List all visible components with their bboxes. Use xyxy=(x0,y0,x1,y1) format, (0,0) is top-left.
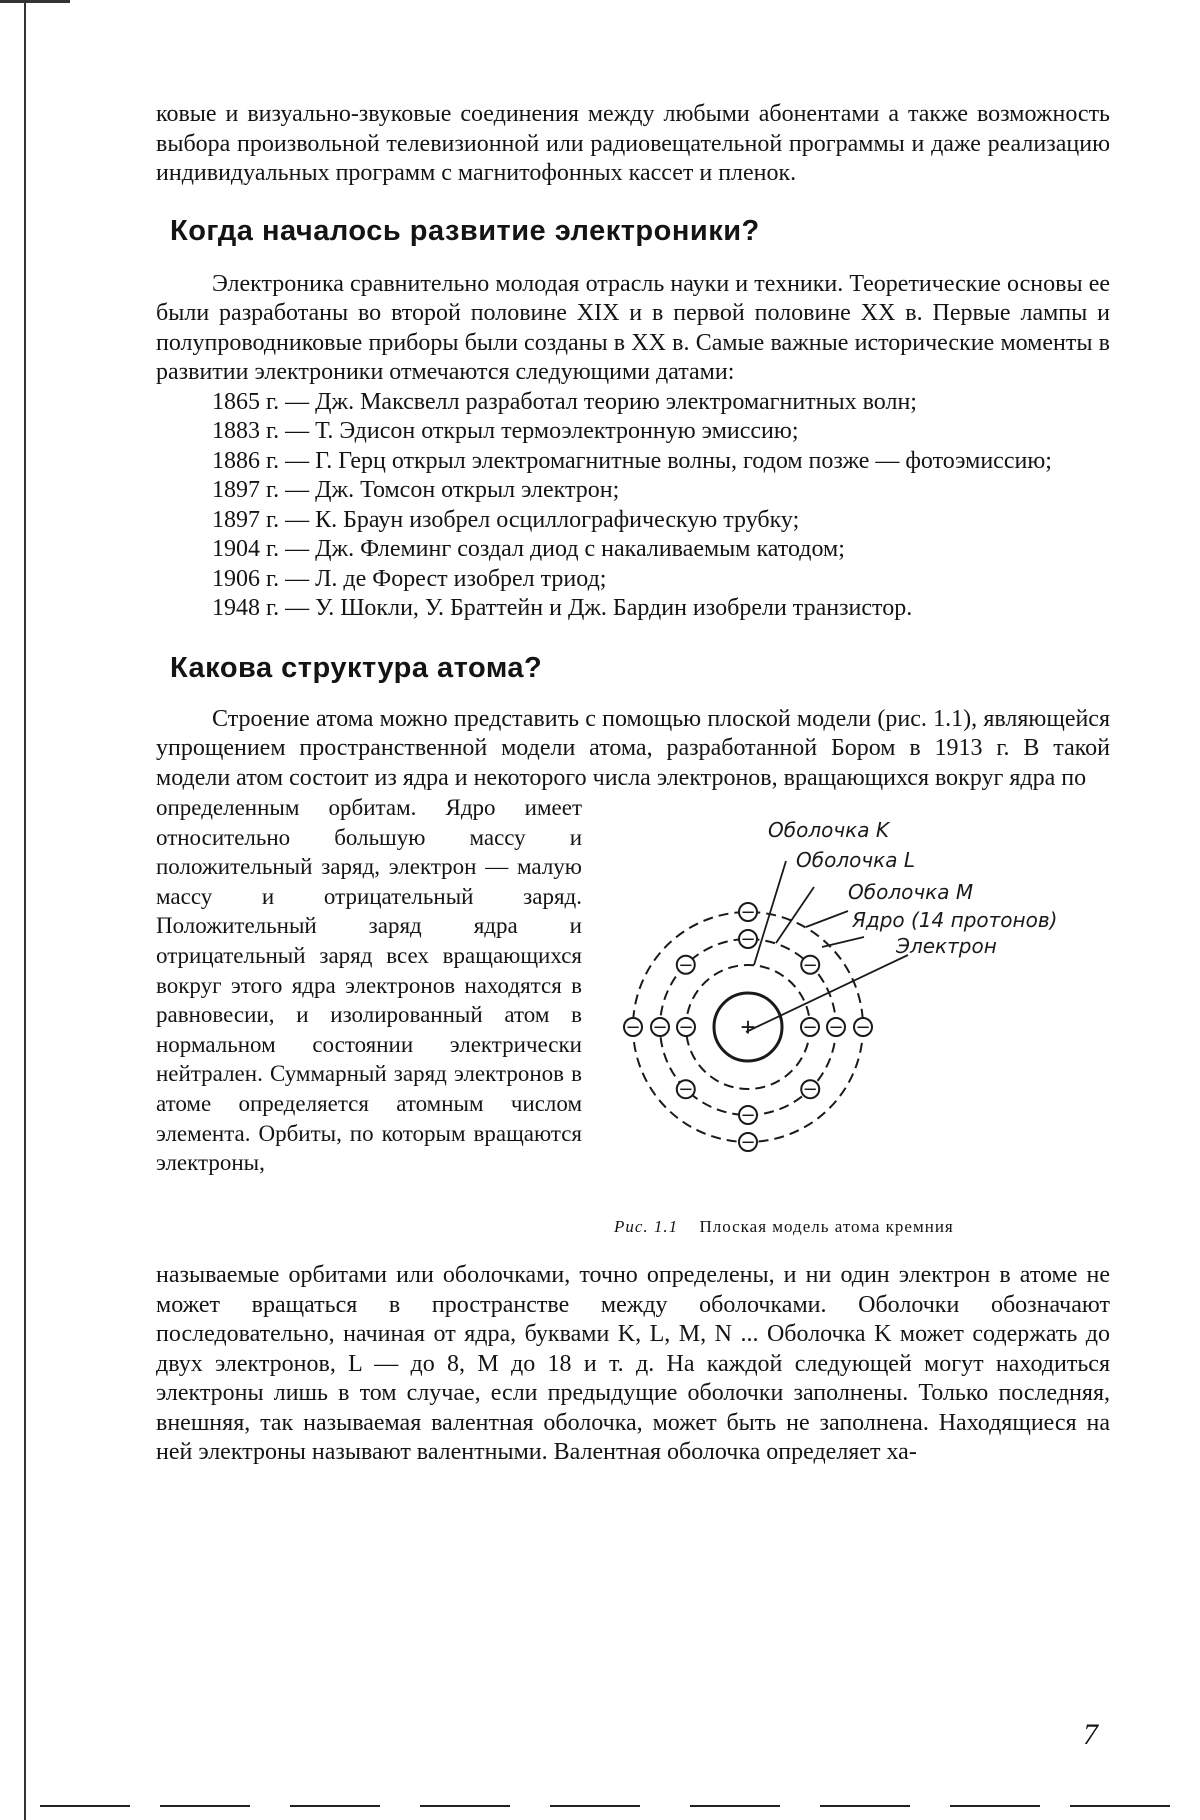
label-shell-m: Оболочка M xyxy=(848,880,974,904)
bottom-rule xyxy=(950,1805,1040,1807)
caption-text: Плоская модель атома кремния xyxy=(699,1217,954,1236)
atom-diagram xyxy=(596,789,1112,1209)
atom-paragraph-after: называемые орбитами или оболочками, точно определены, и ни один электрон в атоме не может вращаться в пространстве между оболочками. Оболочки обозначают последовательно, начиная от ядра, буквами K, L, M, N ... Оболочка K может содержать до двух электронов, L — до 8, M до 18 и т. д. На каждой следующей могут находиться электроны лишь в том случае, если предыдущие оболочки заполнены. Только последняя, внешняя, так называемая валентная оболочка, может быть не заполнена. Находящиеся на ней электроны называют валентными. Валентная оболочка определяет ха- xyxy=(156,1262,1110,1465)
electron-minus-sign: − xyxy=(678,954,694,976)
electron-k xyxy=(677,1017,695,1038)
atom-paragraph-1: Строение атома можно представить с помощью плоской модели (рис. 1.1), являющейся упрощением пространственной модели атома, разработанной Бором в 1913 г. В такой модели атом состоит из ядра и некоторого числа электронов, вращающихся вокруг ядра по xyxy=(156,705,1110,791)
section-heading-atom: Какова структура атома? xyxy=(170,651,543,684)
electron-minus-sign: − xyxy=(678,1079,694,1101)
caption-number: Рис. 1.1 xyxy=(614,1217,679,1236)
electron-l xyxy=(739,1105,757,1126)
electron-minus-sign: − xyxy=(740,929,756,950)
leader-electron xyxy=(746,955,908,1032)
date-item: 1948 г. — У. Шокли, У. Браттейн и Дж. Бардин изобрели транзистор. xyxy=(212,595,913,621)
history-paragraph: Электроника сравнительно молодая отрасль науки и техники. Теоретические основы ее были разработаны во второй половине XIX и в первой половине XX в. Первые лампы и полупроводниковые приборы были созданы в XX в. Самые важные исторические моменты в развитии электроники отмечаются следующими датами: xyxy=(156,270,1110,385)
date-item: 1886 г. — Г. Герц открыл электромагнитные волны, годом позже — фотоэмиссию; xyxy=(212,447,1052,474)
electron-minus-sign: − xyxy=(740,902,756,923)
electron-l xyxy=(677,955,695,976)
date-item: 1897 г. — К. Браун изобрел осциллографическую трубку; xyxy=(212,506,800,533)
binding-edge-top xyxy=(0,0,70,3)
date-item: 1897 г. — Дж. Томсон открыл электрон; xyxy=(212,477,620,503)
nucleus-plus-sign: + xyxy=(740,1012,756,1042)
electron-minus-sign: − xyxy=(740,1105,756,1126)
bottom-rule xyxy=(820,1805,910,1807)
electron-minus-sign: − xyxy=(678,1017,694,1038)
atom-model-figure xyxy=(596,789,1112,1209)
binding-edge xyxy=(24,0,26,1820)
electron-l xyxy=(651,1017,669,1038)
wrapped-text-column xyxy=(156,793,582,1178)
label-nucleus: Ядро (14 протонов) xyxy=(852,908,1058,932)
bottom-rule xyxy=(420,1805,510,1807)
history-dates-list xyxy=(156,388,1110,624)
label-electron: Электрон xyxy=(896,934,997,958)
label-shell-l: Оболочка L xyxy=(796,848,915,872)
electron-l xyxy=(801,1079,819,1100)
leader-shell-m xyxy=(806,911,848,927)
leader-shell-l xyxy=(776,887,814,943)
electron-minus-sign: − xyxy=(652,1017,668,1038)
bottom-rule xyxy=(1070,1805,1170,1807)
section-heading-electronics: Когда началось развитие электроники? xyxy=(170,214,760,247)
label-shell-k: Оболочка K xyxy=(768,818,889,842)
figure-caption xyxy=(614,1217,1114,1237)
bottom-rule xyxy=(290,1805,380,1807)
electron-minus-sign: − xyxy=(802,1079,818,1101)
electron-m xyxy=(739,902,757,923)
leader-nucleus xyxy=(822,937,864,947)
date-item: 1865 г. — Дж. Максвелл разработал теорию электромагнитных волн; xyxy=(212,388,917,415)
electron-l xyxy=(739,929,757,950)
electron-minus-sign: − xyxy=(802,954,818,976)
electron-l xyxy=(801,955,819,976)
electron-m xyxy=(739,1132,757,1153)
electron-minus-sign: − xyxy=(828,1017,844,1038)
page-content xyxy=(156,100,1110,1468)
bottom-rule xyxy=(40,1805,130,1807)
bottom-rule xyxy=(690,1805,780,1807)
electron-l xyxy=(827,1017,845,1038)
electron-minus-sign: − xyxy=(855,1017,871,1038)
electron-k xyxy=(801,1017,819,1038)
electron-m xyxy=(854,1017,872,1038)
atom-paragraph-wrapped: определенным орбитам. Ядро имеет относительно большую массу и положительный заряд, электрон — малую массу и отрицательный заряд. Положительный заряд ядра и отрицательный заряд всех вращающихся вокруг этого ядра электронов находятся в равновесии, и изолированный атом в нормальном состоянии электрически нейтрален. Суммарный заряд электронов в атоме определяется атомным числом элемента. Орбиты, по которым вращаются электроны, xyxy=(156,795,582,1176)
date-item: 1906 г. — Л. де Форест изобрел триод; xyxy=(212,565,607,592)
page-number: 7 xyxy=(1083,1718,1098,1751)
electron-l xyxy=(677,1079,695,1100)
electron-minus-sign: − xyxy=(625,1017,641,1038)
intro-paragraph: ковые и визуально-звуковые соединения между любыми абонентами а также возможность выбора произвольной телевизионной или радиовещательной программы и даже реализацию индивидуальных программ с магнитофонных кассет и пленок. xyxy=(156,101,1110,186)
electron-minus-sign: − xyxy=(802,1017,818,1038)
date-item: 1883 г. — Т. Эдисон открыл термоэлектронную эмиссию; xyxy=(212,418,799,444)
electron-m xyxy=(624,1017,642,1038)
date-item: 1904 г. — Дж. Флеминг создал диод с накаливаемым катодом; xyxy=(212,536,845,562)
figure-wrap-block xyxy=(156,793,1110,1261)
electron-minus-sign: − xyxy=(740,1132,756,1153)
bottom-rule xyxy=(550,1805,640,1807)
bottom-rule xyxy=(160,1805,250,1807)
